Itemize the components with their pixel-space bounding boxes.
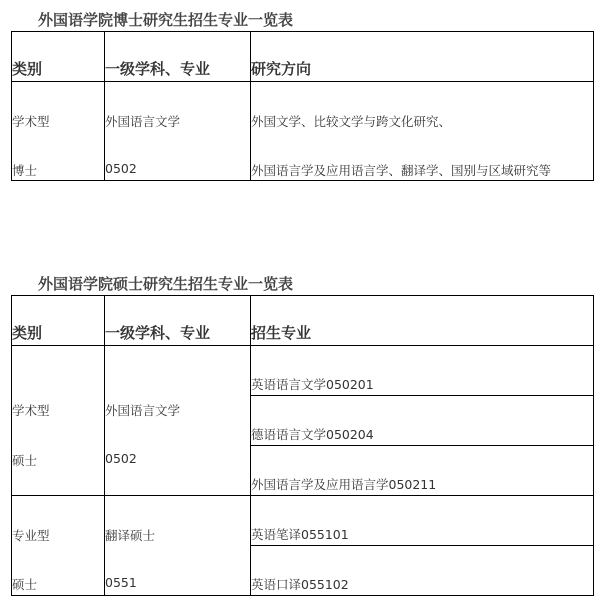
- masters-table-title: 外国语学院硕士研究生招生专业一览表: [38, 275, 294, 293]
- category-line: 博士: [12, 163, 38, 178]
- discipline-code: 0551: [105, 575, 137, 590]
- phd-category-cell: [12, 82, 105, 181]
- major-text: 德语语言文学050204: [251, 427, 374, 442]
- major-text: 英语口译055102: [251, 577, 349, 592]
- masters-header-discipline: [105, 296, 251, 346]
- category-line: 学术型: [12, 403, 50, 418]
- phd-header-direction: [251, 32, 594, 82]
- masters-discipline-cell: [105, 496, 251, 596]
- masters-header-row: [12, 296, 594, 346]
- category-line: 学术型: [12, 114, 50, 129]
- masters-header-major: [251, 296, 594, 346]
- masters-category-cell: [12, 496, 105, 596]
- major-text: 英语语言文学050201: [251, 377, 374, 392]
- phd-table: [11, 31, 594, 181]
- masters-major-cell: [251, 546, 594, 596]
- major-text: 外国语言学及应用语言学050211: [251, 477, 437, 492]
- header-text: 一级学科、专业: [105, 60, 211, 78]
- masters-table: [11, 295, 594, 596]
- header-text: 类别: [12, 60, 43, 78]
- masters-major-cell: [251, 346, 594, 396]
- direction-line: 外国语言学及应用语言学、翻译学、国别与区域研究等: [251, 163, 552, 178]
- header-text: 招生专业: [251, 324, 312, 342]
- phd-header-discipline: [105, 32, 251, 82]
- masters-major-cell: [251, 446, 594, 496]
- masters-major-cell: [251, 496, 594, 546]
- masters-major-cell: [251, 396, 594, 446]
- phd-discipline-cell: [105, 82, 251, 181]
- phd-header-row: [12, 32, 594, 82]
- phd-data-row: [12, 82, 594, 181]
- masters-category-cell: [12, 346, 105, 496]
- discipline-code: 0502: [105, 451, 137, 466]
- phd-table-title: 外国语学院博士研究生招生专业一览表: [38, 11, 294, 29]
- phd-direction-cell: [251, 82, 594, 181]
- discipline-code: 0502: [105, 161, 137, 176]
- category-line: 硕士: [12, 577, 38, 592]
- direction-line: 外国文学、比较文学与跨文化研究、: [251, 114, 452, 129]
- discipline-line: 外国语言文学: [105, 403, 181, 418]
- category-line: 专业型: [12, 528, 50, 543]
- category-line: 硕士: [12, 453, 38, 468]
- masters-discipline-cell: [105, 346, 251, 496]
- discipline-line: 外国语言文学: [105, 114, 181, 129]
- header-text: 一级学科、专业: [105, 324, 211, 342]
- discipline-line: 翻译硕士: [105, 528, 156, 543]
- masters-row: [12, 346, 594, 396]
- header-text: 类别: [12, 324, 43, 342]
- masters-header-category: [12, 296, 105, 346]
- masters-row: [12, 496, 594, 546]
- header-text: 研究方向: [251, 60, 312, 78]
- major-text: 英语笔译055101: [251, 527, 349, 542]
- phd-header-category: [12, 32, 105, 82]
